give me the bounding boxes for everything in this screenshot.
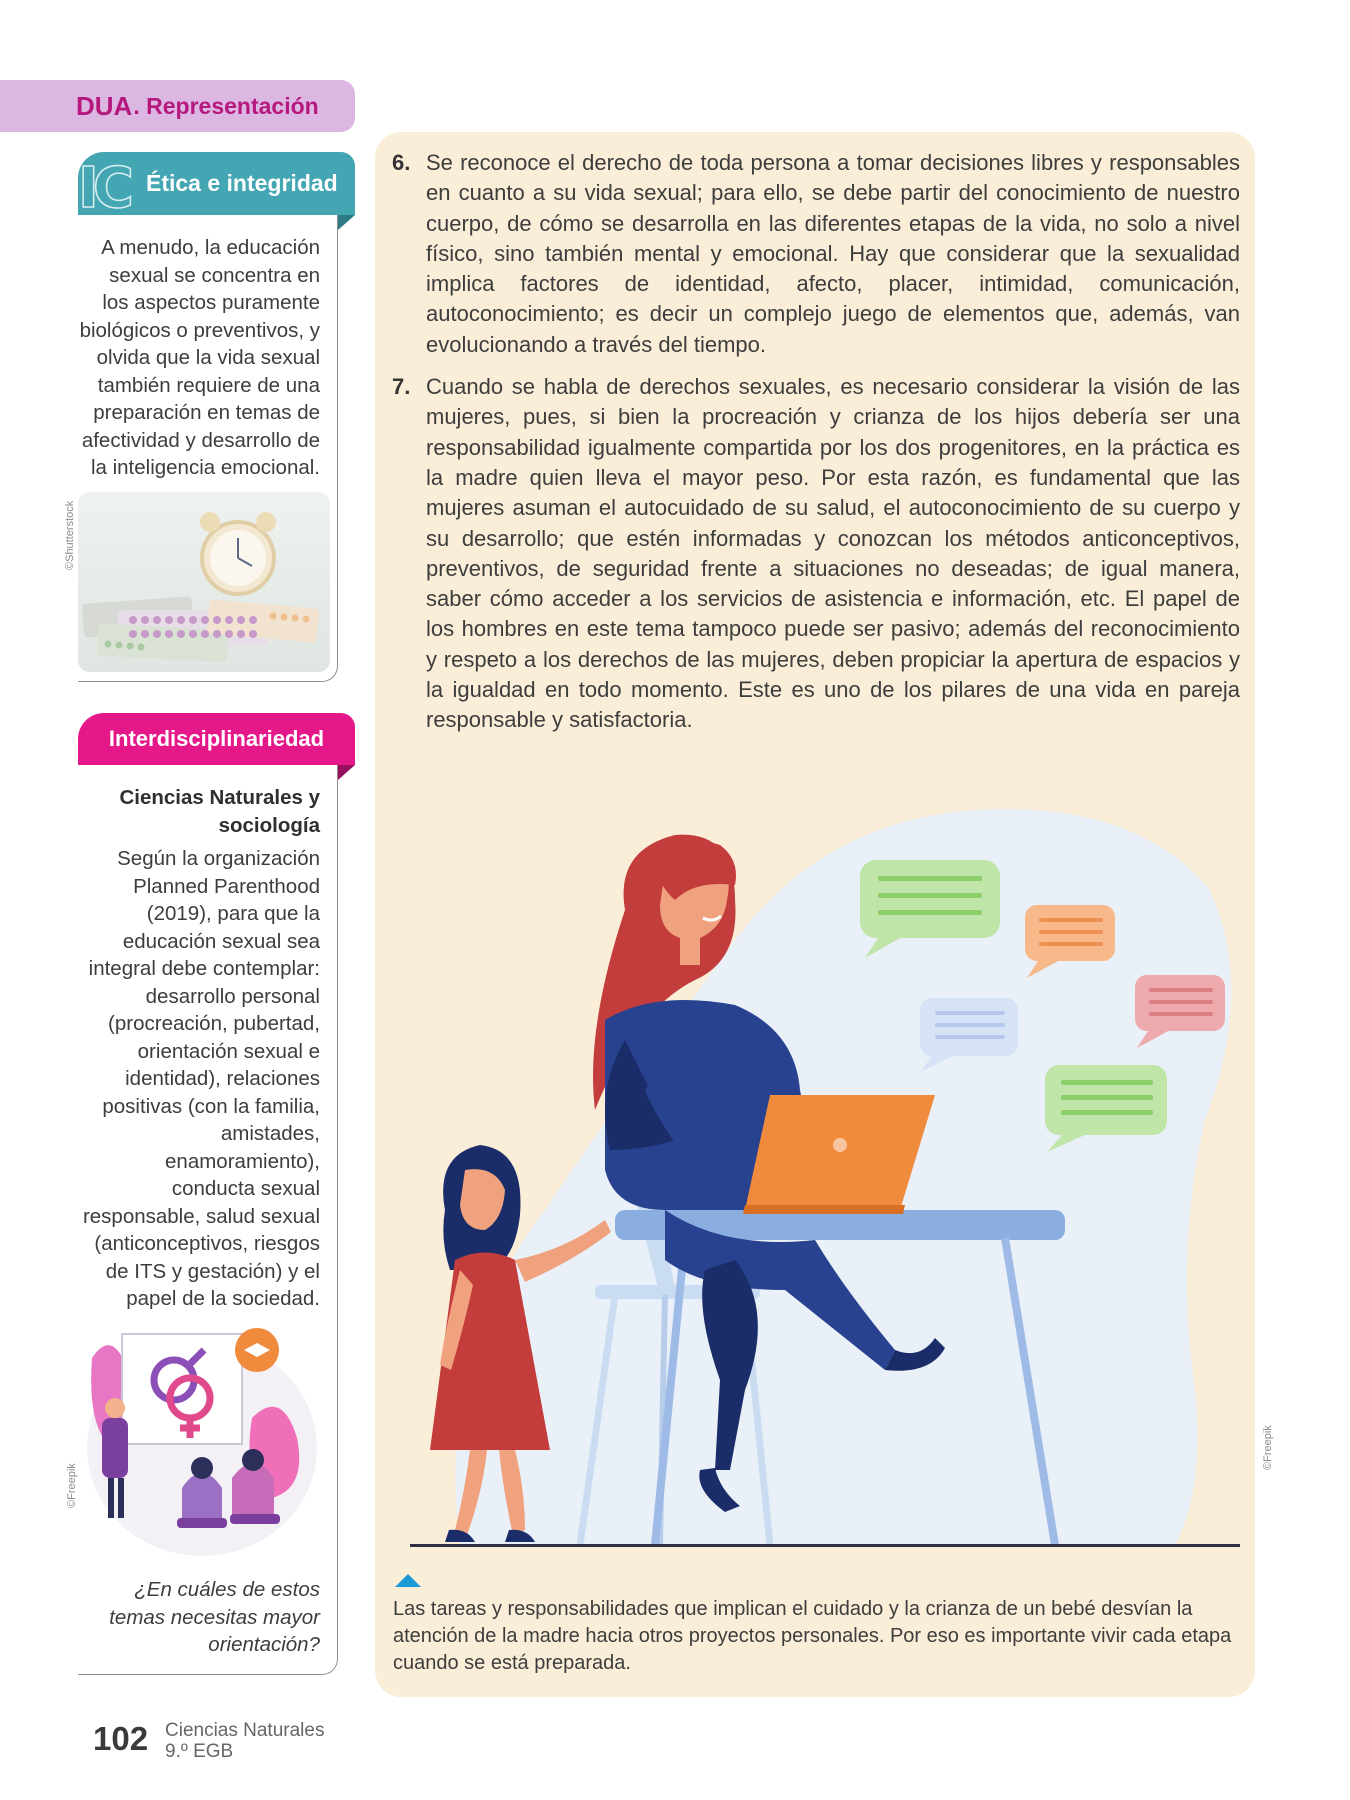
dua-representation-label: . Representación <box>133 92 319 119</box>
interdisciplinary-subtitle: Ciencias Naturales y sociología <box>119 786 320 837</box>
interdisciplinary-text: Según la organización Planned Parenthood (2019), para que la educación sexual sea integral debe contemplar: desarrollo personal (procreación, pubertad, orientación sexual e identidad), relaciones positivas (con la familia, amistades, enamoramiento), conducta sexual responsable, salud sexual (anticonceptivos, riesgos de ITS y gestación) y el papel de la sociedad. <box>82 847 320 1310</box>
list-item <box>392 148 1240 360</box>
ethics-text: A menudo, la educación sexual se concentra en los aspectos puramente biológicos o preventivos, y olvida que la vida sexual también requiere de una preparación en temas de afectividad y desarrollo de la inteligencia emocional. <box>79 236 320 479</box>
item-text: Se reconoce el derecho de toda persona a tomar decisiones libres y responsables en cuanto a su vida sexual; para ello, se debe partir del conocimiento de nuestro cuerpo, de cómo se desarrolla en las diferentes etapas de la vida, no solo a nivel físico, sino también mental y emocional. Hay que considerar que la sexualidad implica factores de identidad, afecto, placer, intimidad, comunicación, autoconocimiento; es decir un complejo juego de elementos que, además, van evolucionando a través del tiempo. <box>426 150 1240 357</box>
sex-education-class-illustration <box>82 1328 322 1558</box>
interdisciplinary-title: Interdisciplinariedad <box>108 726 325 751</box>
ic-logo-icon: IC <box>78 156 128 221</box>
dua-label: DUA <box>76 90 133 121</box>
illustration-credit-main: ©Freepik <box>1262 1425 1274 1470</box>
dua-section-tab <box>0 80 355 132</box>
photo-credit: ©Shutterstock <box>64 500 76 570</box>
item-number: 6. <box>392 150 411 175</box>
caption-triangle-icon <box>395 1574 421 1587</box>
footer-subject: Ciencias Naturales <box>165 1720 325 1741</box>
interdisciplinary-header <box>78 713 355 765</box>
ethics-header <box>78 152 355 221</box>
contraceptive-pills-photo <box>78 492 330 672</box>
illustration-credit-sidebar: ©Freepik <box>66 1463 78 1508</box>
footer-grade: 9.º EGB <box>165 1741 234 1762</box>
ethics-header-fold <box>338 215 355 230</box>
numbered-list <box>392 148 1240 748</box>
illustration-caption: Las tareas y responsabilidades que implican el cuidado y la crianza de un bebé desvían la atención de la madre hacia otros proyectos personales. Por eso es importante vivir cada etapa cuando se está preparada. <box>393 1598 1232 1674</box>
page-number: 102 <box>93 1720 149 1757</box>
ethics-title: Ética e integridad <box>146 170 338 196</box>
list-item <box>392 372 1240 736</box>
item-text: Cuando se habla de derechos sexuales, es necesario considerar la visión de las mujeres, pues, si bien la procreación y crianza de los hijos debería ser una responsabilidad igualmente compartida por los dos progenitores, en la práctica es la madre quien lleva el mayor peso. Por esta razón, es fundamental que las mujeres asuman el autocuidado de su salud, el autoconocimiento de su cuerpo y su desarrollo; que estén informadas y conozcan los métodos anticonceptivos, preventivos, de seguridad frente a situaciones no deseadas; de igual manera, saber cómo acceder a los servicios de asistencia e información, etc. El papel de los hombres en este tema tampoco puede ser pasivo; además del reconocimiento y respeto a los derechos de las mujeres, deben propiciar la apertura de espacios y la igualdad en todo momento. Este es uno de los pilares de una vida en pareja responsable y satisfactoria. <box>426 374 1240 733</box>
interdisciplinary-question: ¿En cuáles de estos temas necesitas mayor orientación? <box>109 1578 320 1656</box>
mother-daughter-laptop-illustration <box>375 790 1255 1550</box>
interdisciplinary-header-fold <box>338 765 355 780</box>
ground-line <box>410 1544 1240 1547</box>
item-number: 7. <box>392 374 411 400</box>
